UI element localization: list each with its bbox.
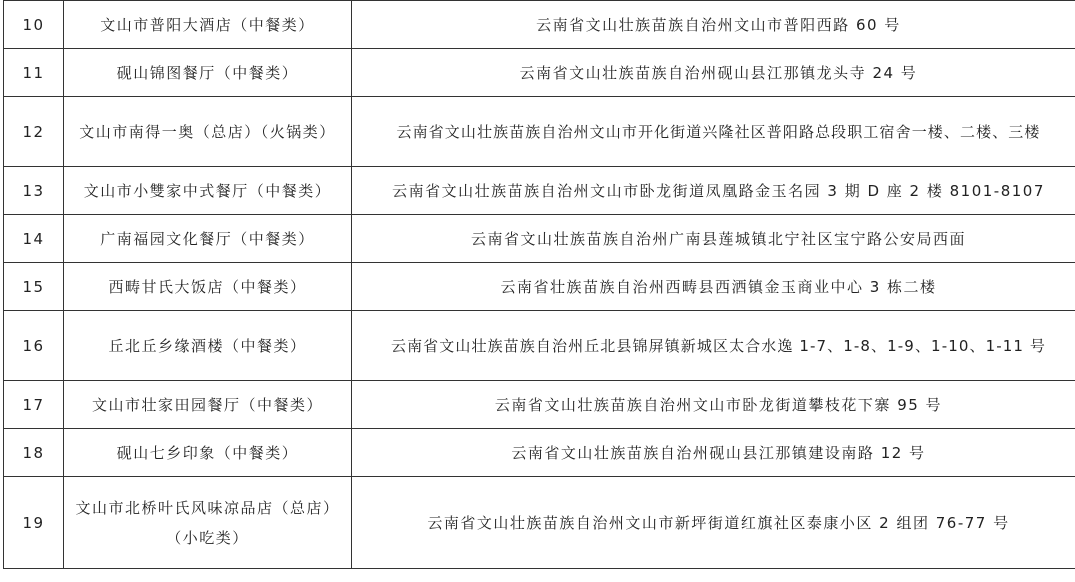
restaurant-address: 云南省文山壮族苗族自治州文山市普阳西路 60 号 (352, 1, 1075, 49)
restaurant-name: 砚山锦图餐厅（中餐类） (64, 49, 352, 97)
table-row (4, 381, 1075, 429)
restaurant-address: 云南省文山壮族苗族自治州文山市开化街道兴隆社区普阳路总段职工宿舍一楼、二楼、三楼 (352, 97, 1075, 167)
restaurant-name-line: （小吃类） (166, 528, 249, 547)
restaurant-name: 文山市壮家田园餐厅（中餐类） (64, 381, 352, 429)
restaurant-address: 云南省文山壮族苗族自治州文山市卧龙街道攀枝花下寨 95 号 (352, 381, 1075, 429)
table-row (4, 97, 1075, 167)
row-number: 10 (4, 1, 64, 49)
restaurant-table (3, 0, 1075, 569)
restaurant-name: 丘北丘乡缘酒楼（中餐类） (64, 311, 352, 381)
row-number: 11 (4, 49, 64, 97)
restaurant-address: 云南省文山壮族苗族自治州砚山县江那镇龙头寺 24 号 (352, 49, 1075, 97)
restaurant-name: 文山市小雙家中式餐厅（中餐类） (64, 167, 352, 215)
row-number: 12 (4, 97, 64, 167)
table-row (4, 215, 1075, 263)
table-row (4, 1, 1075, 49)
restaurant-address: 云南省壮族苗族自治州西畴县西洒镇金玉商业中心 3 栋二楼 (352, 263, 1075, 311)
restaurant-name: 砚山七乡印象（中餐类） (64, 429, 352, 477)
table-row (4, 167, 1075, 215)
row-number: 17 (4, 381, 64, 429)
restaurant-name: 广南福园文化餐厅（中餐类） (64, 215, 352, 263)
table-row (4, 263, 1075, 311)
table-row (4, 49, 1075, 97)
restaurant-name: 西畴甘氏大饭店（中餐类） (64, 263, 352, 311)
table-row (4, 429, 1075, 477)
restaurant-address: 云南省文山壮族苗族自治州文山市新坪街道红旗社区泰康小区 2 组团 76-77 号 (352, 477, 1075, 569)
restaurant-address: 云南省文山壮族苗族自治州文山市卧龙街道凤凰路金玉名园 3 期 D 座 2 楼 8101-8107 (352, 167, 1075, 215)
restaurant-name-line: 文山市北桥叶氏风味凉品店（总店） (75, 498, 340, 517)
restaurant-address: 云南省文山壮族苗族自治州砚山县江那镇建设南路 12 号 (352, 429, 1075, 477)
row-number: 18 (4, 429, 64, 477)
row-number: 16 (4, 311, 64, 381)
restaurant-name (64, 477, 352, 569)
restaurant-name: 文山市南得一奥（总店）（火锅类） (64, 97, 352, 167)
table-row (4, 311, 1075, 381)
restaurant-address: 云南省文山壮族苗族自治州丘北县锦屏镇新城区太合水逸 1-7、1-8、1-9、1-10、1-11 号 (352, 311, 1075, 381)
row-number: 15 (4, 263, 64, 311)
row-number: 13 (4, 167, 64, 215)
row-number: 19 (4, 477, 64, 569)
row-number: 14 (4, 215, 64, 263)
restaurant-address: 云南省文山壮族苗族自治州广南县莲城镇北宁社区宝宁路公安局西面 (352, 215, 1075, 263)
restaurant-name: 文山市普阳大酒店（中餐类） (64, 1, 352, 49)
table-row (4, 477, 1075, 569)
